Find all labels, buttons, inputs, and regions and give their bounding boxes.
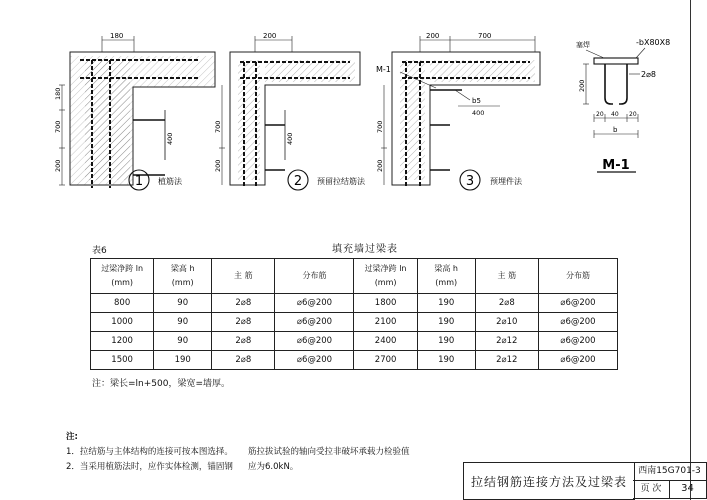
- table-header-row: [91, 259, 618, 294]
- table-cell: ⌀6@200: [538, 294, 617, 313]
- table-row: [91, 313, 618, 332]
- table-note: 注：梁长=ln+500，梁宽=墙厚。: [92, 379, 231, 389]
- detail-3-caption: 预埋件法: [490, 177, 522, 186]
- detail-3-plate-label: M-1: [376, 65, 391, 74]
- table-cell: 2⌀8: [475, 294, 538, 313]
- detail-1-number: 1: [134, 174, 144, 189]
- detail-2-number: 2: [293, 174, 303, 189]
- notes-heading: 注:: [66, 432, 78, 442]
- table-cell: 1200: [91, 332, 154, 351]
- m1-weld-label: 塞焊: [576, 41, 590, 49]
- detail-3-dim-left-1: 700: [376, 120, 384, 133]
- m1-bar-spec: 2⌀8: [641, 70, 656, 79]
- title-block: [463, 462, 707, 500]
- detail-2-caption: 预留拉结筋法: [317, 177, 365, 186]
- detail-1-dim-left-2: 700: [54, 120, 62, 133]
- header-distribution-bar-2: 分布筋: [538, 259, 617, 294]
- table-cell: ⌀6@200: [538, 313, 617, 332]
- page-number: 34: [669, 480, 707, 499]
- table-cell: ⌀6@200: [538, 332, 617, 351]
- page-label: 页 次: [633, 480, 670, 499]
- table-cell: 1000: [91, 313, 154, 332]
- notes-line-1-left: 1．拉结筋与主体结构的连接可按本图选择。: [66, 447, 233, 457]
- table-cell: 190: [417, 313, 475, 332]
- detail-3-dim-left-2: 200: [376, 159, 384, 172]
- table-cell: 90: [154, 313, 212, 332]
- lintel-table: [90, 258, 618, 370]
- m1-title: M-1: [602, 158, 630, 173]
- table-cell: 2⌀12: [475, 332, 538, 351]
- detail-2-drawing: [219, 36, 360, 188]
- detail-3-weld-label: b5: [472, 97, 481, 105]
- table-cell: ⌀6@200: [275, 294, 354, 313]
- table-label: 表6: [92, 246, 107, 256]
- table-cell: ⌀6@200: [538, 351, 617, 370]
- table-cell: ⌀6@200: [275, 351, 354, 370]
- detail-1-drawing: [59, 36, 215, 188]
- detail-3-drawing: [381, 36, 540, 188]
- table-cell: 190: [154, 351, 212, 370]
- m1-plate-spec: -bX80X8: [636, 38, 671, 47]
- notes-line-2-right: 应为6.0kN。: [248, 462, 299, 472]
- table-title: 填充墙过梁表: [332, 244, 398, 255]
- header-main-bar-2: 主 筋: [475, 259, 538, 294]
- table-cell: 800: [91, 294, 154, 313]
- table-cell: ⌀6@200: [275, 313, 354, 332]
- table-cell: ⌀6@200: [275, 332, 354, 351]
- table-cell: 90: [154, 332, 212, 351]
- detail-1-dim-inner: 400: [166, 132, 174, 145]
- notes-line-1-right: 筋拉拔试验的轴向受拉非破坏承载力检验值: [248, 447, 410, 457]
- header-distribution-bar-1: 分布筋: [275, 259, 354, 294]
- detail-1-dim-left-1: 180: [54, 87, 62, 100]
- m1-dim-bottom-2: 40: [611, 111, 619, 118]
- m1-detail-drawing: [583, 48, 645, 172]
- table-cell: 190: [417, 351, 475, 370]
- table-cell: 1500: [91, 351, 154, 370]
- detail-1-dim-left-3: 200: [54, 159, 62, 172]
- table-cell: 2⌀8: [212, 313, 275, 332]
- table-cell: 2⌀8: [212, 351, 275, 370]
- table-cell: 2400: [354, 332, 417, 351]
- table-cell: 2⌀8: [212, 294, 275, 313]
- notes-line-2-left: 2．当采用植筋法时，应作实体检测，锚固钢: [66, 462, 233, 472]
- m1-dim-bottom-3: 20: [629, 111, 637, 118]
- table-cell: 2⌀8: [212, 332, 275, 351]
- drawing-title: 拉结钢筋连接方法及过梁表: [463, 462, 635, 500]
- detail-3-dim-weld: 400: [472, 109, 485, 117]
- notes-line-1: [66, 445, 410, 460]
- table-cell: 90: [154, 294, 212, 313]
- notes-line-2: [66, 460, 299, 475]
- detail-2-dim-top: 200: [263, 32, 277, 40]
- drawing-code: 西南15G701-3: [633, 462, 707, 481]
- detail-1-dim-top: 180: [110, 32, 124, 40]
- table-row: [91, 351, 618, 370]
- detail-2-dim-inner: 400: [286, 132, 294, 145]
- m1-dim-height: 200: [578, 79, 586, 92]
- detail-3-dim-top-left: 200: [426, 32, 440, 40]
- table-row: [91, 332, 618, 351]
- header-height-2: 梁高 h (mm): [417, 259, 475, 294]
- m1-dim-width: b: [613, 126, 618, 134]
- table-cell: 2100: [354, 313, 417, 332]
- m1-dim-bottom-1: 20: [596, 111, 604, 118]
- table-cell: 1800: [354, 294, 417, 313]
- connection-detail-drawings: [0, 0, 707, 225]
- table-cell: 2⌀12: [475, 351, 538, 370]
- detail-1-caption: 植筋法: [158, 177, 182, 186]
- header-span-1: 过梁净跨 ln (mm): [91, 259, 154, 294]
- general-notes: [66, 430, 410, 475]
- table-cell: 2700: [354, 351, 417, 370]
- table-cell: 190: [417, 332, 475, 351]
- table-cell: 2⌀10: [475, 313, 538, 332]
- header-span-2: 过梁净跨 ln (mm): [354, 259, 417, 294]
- detail-2-dim-left-2: 200: [214, 159, 222, 172]
- table-row: [91, 294, 618, 313]
- detail-2-dim-left-1: 700: [214, 120, 222, 133]
- frame-border: [690, 0, 691, 500]
- detail-3-dim-top-right: 700: [478, 32, 492, 40]
- table-cell: 190: [417, 294, 475, 313]
- header-height-1: 梁高 h (mm): [154, 259, 212, 294]
- header-main-bar-1: 主 筋: [212, 259, 275, 294]
- detail-3-number: 3: [465, 174, 475, 189]
